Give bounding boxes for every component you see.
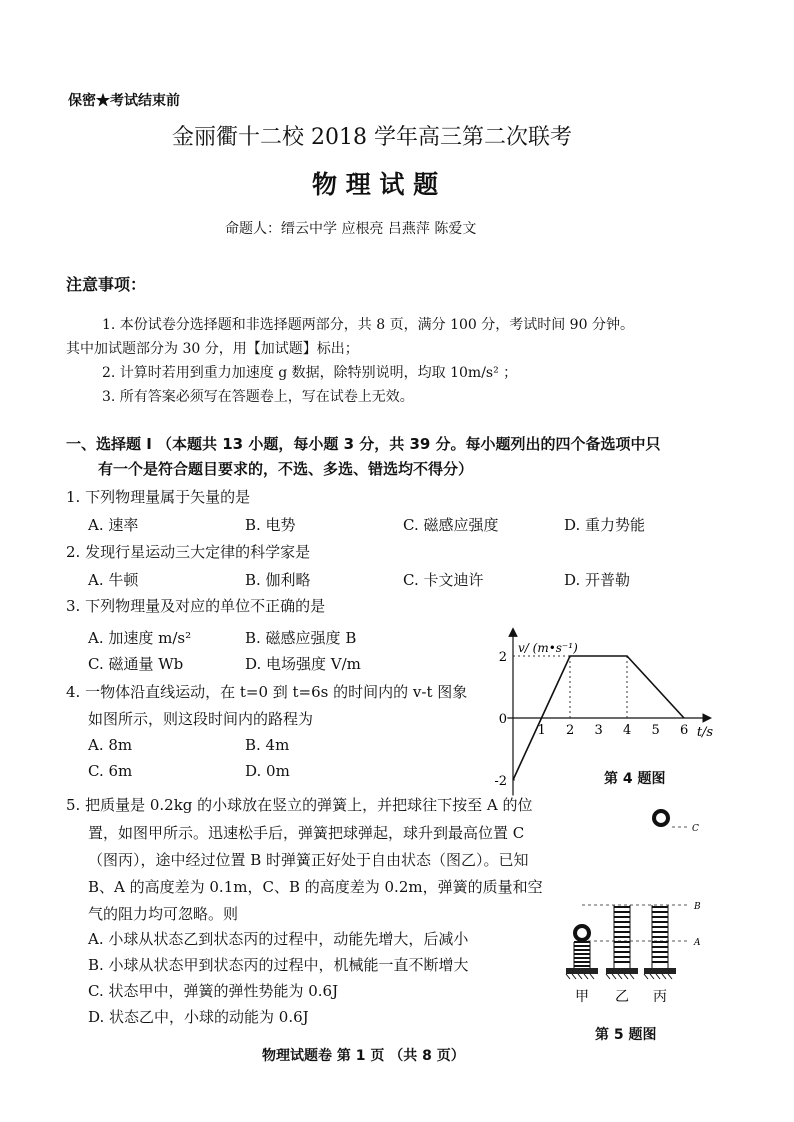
q1-option-b: B. 电势 (245, 516, 296, 534)
q2-option-b: B. 伽利略 (245, 571, 311, 589)
x-tick-label: 1 (537, 723, 546, 738)
notice-line-2: 2. 计算时若用到重力加速度 g 数据，除特别说明，均取 10m/s² ； (102, 365, 518, 381)
section1-heading: 一、选择题 I （本题共 13 小题，每小题 3 分，共 39 分。每小题列出的四个备选项中只 (66, 435, 661, 453)
q3-option-d: D. 电场强度 V/m (245, 655, 361, 673)
q1-option-c: C. 磁感应强度 (403, 516, 499, 534)
x-tick-label: 3 (594, 723, 603, 738)
exam-title: 金丽衢十二校 2018 学年高三第二次联考 (172, 125, 572, 150)
confidential-label: 保密★考试结束前 (68, 93, 180, 109)
fig4-caption: 第 4 题图 (604, 771, 666, 787)
subject-title: 物 理 试 题 (312, 170, 439, 199)
q2-option-a: A. 牛顿 (88, 571, 139, 589)
notice-line-1: 1. 本份试卷分选择题和非选择题两部分，共 8 页，满分 100 分，考试时间 90 分钟。 (102, 317, 634, 333)
authors-line: 命题人：缙云中学 应根亮 吕燕萍 陈爱文 (225, 221, 477, 237)
q5-stem-line-5: 气的阻力均可忽略。则 (88, 905, 239, 923)
label-c: C (692, 824, 699, 834)
notice-line-3: 3. 所有答案必须写在答题卷上，写在试卷上无效。 (102, 389, 414, 405)
state-label-jia: 甲 (575, 989, 589, 1005)
spring-state-jia (566, 926, 598, 979)
x-axis-label: t/s (696, 725, 714, 740)
q3-stem: 3. 下列物理量及对应的单位不正确的是 (66, 597, 326, 615)
y-tick-label: -2 (494, 774, 507, 789)
x-tick-label: 2 (566, 723, 575, 738)
q1-stem: 1. 下列物理量属于矢量的是 (66, 488, 251, 506)
q4-option-c: C. 6m (88, 762, 133, 780)
label-b: B (694, 902, 701, 912)
notice-heading: 注意事项： (66, 275, 147, 294)
q5-option-c: C. 状态甲中，弹簧的弹性势能为 0.6J (88, 982, 339, 1000)
state-label-bing: 丙 (653, 989, 667, 1005)
q3-option-b: B. 磁感应强度 B (245, 629, 357, 647)
q5-stem-line-2: 置，如图甲所示。迅速松手后，弹簧把球弹起，球升到最高位置 C (88, 824, 525, 842)
section1-heading-cont: 有一个是符合题目要求的，不选、多选、错选均不得分） (98, 460, 474, 478)
q5-stem-line-3: （图丙），途中经过位置 B 时弹簧正好处于自由状态（图乙）。已知 (88, 851, 529, 869)
q4-stem-line-1: 4. 一物体沿直线运动，在 t=0 到 t=6s 的时间内的 v-t 图象 (66, 683, 468, 701)
q5-option-a: A. 小球从状态乙到状态丙的过程中，动能先增大，后减小 (88, 930, 469, 948)
q4-stem-line-2: 如图所示，则这段时间内的路程为 (88, 710, 314, 728)
q4-option-d: D. 0m (245, 762, 290, 780)
q5-stem-line-4: B、A 的高度差为 0.1m，C、B 的高度差为 0.2m，弹簧的质量和空 (88, 878, 543, 896)
spring-state-bing (644, 905, 676, 979)
fig5-caption: 第 5 题图 (595, 1027, 657, 1043)
q4-option-b: B. 4m (245, 736, 290, 754)
q1-option-a: A. 速率 (88, 516, 139, 534)
x-tick-label: 5 (651, 723, 660, 738)
ball-at-c (654, 811, 668, 825)
y-tick-label: 0 (498, 712, 507, 727)
q1-option-d: D. 重力势能 (564, 516, 646, 534)
x-tick-label: 6 (680, 723, 689, 738)
x-tick-label: 4 (623, 723, 632, 738)
q2-option-d: D. 开普勒 (564, 571, 631, 589)
label-a: A (694, 938, 701, 948)
q3-option-c: C. 磁通量 Wb (88, 655, 184, 673)
spring-state-yi (606, 905, 638, 979)
notice-line-1-cont: 其中加试题部分为 30 分，用【加试题】标出； (66, 341, 359, 357)
q5-stem-line-1: 5. 把质量是 0.2kg 的小球放在竖立的弹簧上，并把球往下按至 A 的位 (66, 796, 533, 814)
y-tick-label: 2 (498, 650, 507, 665)
q4-option-a: A. 8m (88, 736, 133, 754)
q3-option-a: A. 加速度 m/s² (88, 629, 192, 647)
y-axis-label: v/ (m•s⁻¹) (518, 641, 578, 655)
fig5-spring-diagram (560, 805, 720, 1010)
q5-option-b: B. 小球从状态甲到状态丙的过程中，机械能一直不断增大 (88, 956, 469, 974)
page-footer: 物理试题卷 第 1 页 （共 8 页） (262, 1048, 465, 1064)
q5-option-d: D. 状态乙中，小球的动能为 0.6J (88, 1008, 309, 1026)
state-label-yi: 乙 (615, 989, 629, 1005)
q2-stem: 2. 发现行星运动三大定律的科学家是 (66, 543, 311, 561)
q2-option-c: C. 卡文迪许 (403, 571, 484, 589)
